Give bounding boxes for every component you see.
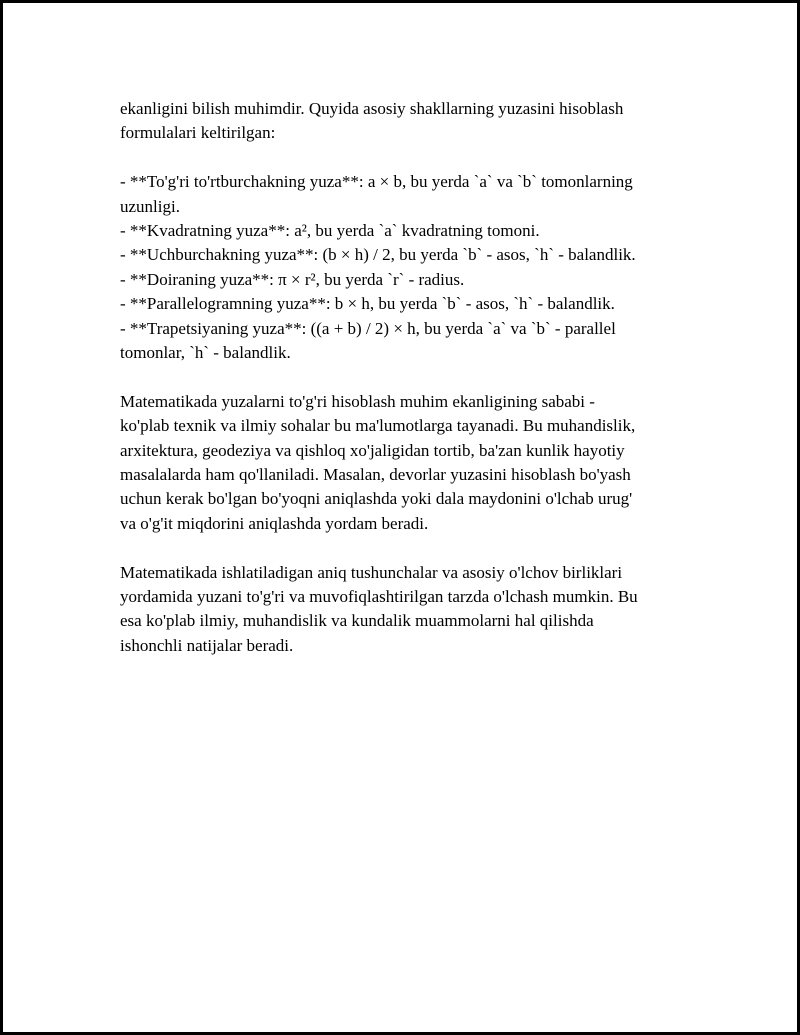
formula-list [120, 170, 700, 365]
text-line: va o'g'it miqdorini aniqlashda yordam beradi. [120, 513, 429, 533]
text-line: esa ko'plab ilmiy, muhandislik va kundalik muammolarni hal qilishda [120, 611, 594, 631]
list-item: - **Trapetsiyaning yuza**: ((a + b) / 2) × h, bu yerda `a` va `b` - parallel [120, 318, 616, 338]
list-item: - **Kvadratning yuza**: a², bu yerda `a` kvadratning tomoni. [120, 221, 540, 241]
paragraph-gap [120, 146, 700, 170]
document-body [120, 97, 700, 658]
paragraph-importance [120, 390, 700, 536]
text-line: ishonchli natijalar beradi. [120, 635, 294, 655]
paragraph-gap [120, 536, 700, 560]
list-item: - **To'g'ri to'rtburchakning yuza**: a × b, bu yerda `a` va `b` tomonlarning [120, 172, 633, 192]
text-line: ekanligini bilish muhimdir. Quyida asosiy shakllarning yuzasini hisoblash [120, 99, 624, 118]
text-line: yordamida yuzani to'g'ri va muvofiqlashtirilgan tarzda o'lchash mumkin. Bu [120, 587, 638, 607]
list-item-continuation: uzunligi. [120, 196, 180, 216]
text-line: Matematikada ishlatiladigan aniq tushunchalar va asosiy o'lchov birliklari [120, 562, 623, 582]
list-item: - **Doiraning yuza**: π × r², bu yerda `r` - radius. [120, 269, 465, 289]
text-line: uchun kerak bo'lgan bo'yoqni aniqlashda yoki dala maydonini o'lchab urug' [120, 489, 633, 509]
paragraph-gap [120, 365, 700, 389]
text-line: arxitektura, geodeziya va qishloq xo'jaligidan tortib, ba'zan kunlik hayotiy [120, 440, 625, 460]
text-line: masalalarda ham qo'llaniladi. Masalan, devorlar yuzasini hisoblash bo'yash [120, 465, 631, 485]
list-item: - **Uchburchakning yuza**: (b × h) / 2, bu yerda `b` - asos, `h` - balandlik. [120, 245, 636, 265]
text-line: Matematikada yuzalarni to'g'ri hisoblash muhim ekanligining sababi - [120, 391, 595, 411]
list-item-continuation: tomonlar, `h` - balandlik. [120, 343, 291, 363]
list-item: - **Parallelogramning yuza**: b × h, bu yerda `b` - asos, `h` - balandlik. [120, 294, 615, 314]
intro-paragraph [120, 97, 700, 146]
text-line: ko'plab texnik va ilmiy sohalar bu ma'lumotlarga tayanadi. Bu muhandislik, [120, 416, 636, 436]
paragraph-conclusion [120, 561, 700, 659]
text-line: formulalari keltirilgan: [120, 123, 276, 143]
